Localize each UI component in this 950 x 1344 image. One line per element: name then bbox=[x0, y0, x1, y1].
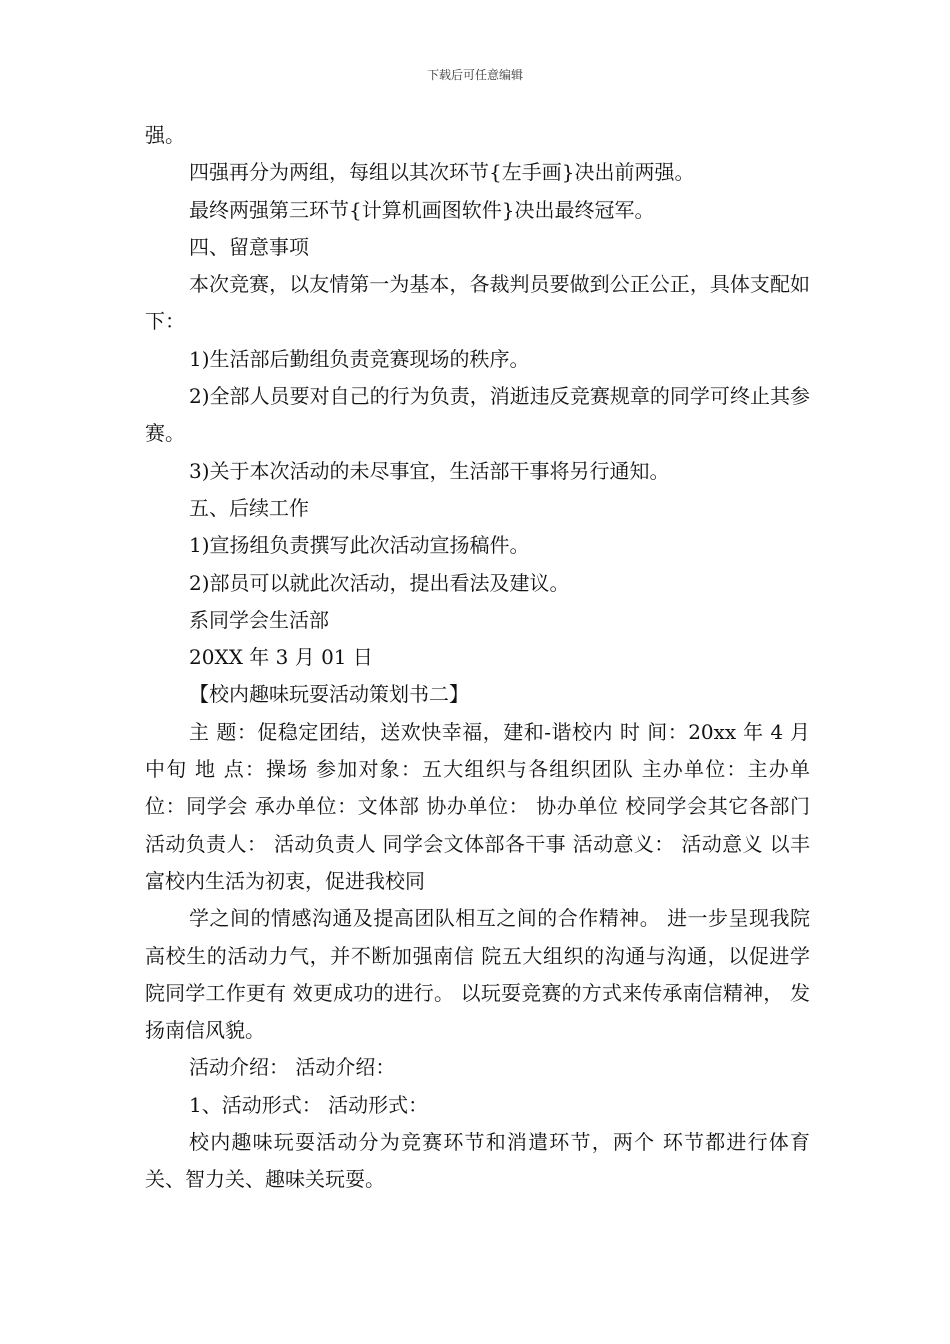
list-item: 1)宣扬组负责撰写此次活动宣扬稿件。 bbox=[189, 533, 530, 558]
list-item: 2)全部人员要对自己的行为负责，消逝违反竞赛规章的同学可终止其参赛。 bbox=[145, 384, 810, 446]
list-item: 3)关于本次活动的未尽事宜，生活部干事将另行通知。 bbox=[189, 458, 670, 483]
signature-org: 系同学会生活部 bbox=[189, 607, 329, 632]
document-title: 【校内趣味玩耍活动策划书二】 bbox=[189, 682, 469, 707]
section-heading: 四、留意事项 bbox=[189, 234, 309, 259]
list-item: 2)部员可以就此次活动，提出看法及建议。 bbox=[189, 570, 570, 595]
paragraph: 最终两强第三环节{计算机画图软件}决出最终冠军。 bbox=[189, 197, 655, 222]
signature-date: 20XX 年 3 月 01 日 bbox=[189, 645, 373, 670]
paragraph: 主 题：促稳定团结，送欢快幸福，建和-谐校内 时 间：20xx 年 4 月中旬 地 点：操场 参加对象：五大组织与各组织团队 主办单位：主办单位：同学会 承办单位：文体部 协办单位： 协办单位 校同学会其它各部门 活动负责人： 活动负责人 同学会文体部各干事 活动意义： 活动意义 以丰富校内生活为初衷，促进我校同 bbox=[145, 719, 810, 893]
paragraph: 四强再分为两组，每组以其次环节{左手画}决出前两强。 bbox=[189, 160, 695, 185]
list-item: 1)生活部后勤组负责竞赛现场的秩序。 bbox=[189, 346, 530, 371]
section-heading: 五、后续工作 bbox=[189, 495, 309, 520]
page-header-note: 下载后可任意编辑 bbox=[426, 68, 523, 82]
document-body bbox=[145, 117, 810, 1199]
paragraph: 强。 bbox=[145, 123, 185, 147]
paragraph: 本次竞赛，以友情第一为基本，各裁判员要做到公正公正，具体支配如下： bbox=[145, 272, 810, 334]
paragraph: 学之间的情感沟通及提高团队相互之间的合作精神。 进一步呈现我院高校生的活动力气，并不断加强南信 院五大组织的沟通与沟通，以促进学院同学工作更有 效更成功的进行。 以玩耍竞赛的方式来传承南信精神， 发扬南信风貌。 bbox=[145, 906, 810, 1043]
list-item: 1、活动形式： 活动形式： bbox=[189, 1092, 429, 1117]
paragraph: 活动介绍： 活动介绍： bbox=[189, 1055, 396, 1080]
paragraph: 校内趣味玩耍活动分为竞赛环节和消遣环节，两个 环节都进行体育关、智力关、趣味关玩耍。 bbox=[145, 1130, 810, 1192]
